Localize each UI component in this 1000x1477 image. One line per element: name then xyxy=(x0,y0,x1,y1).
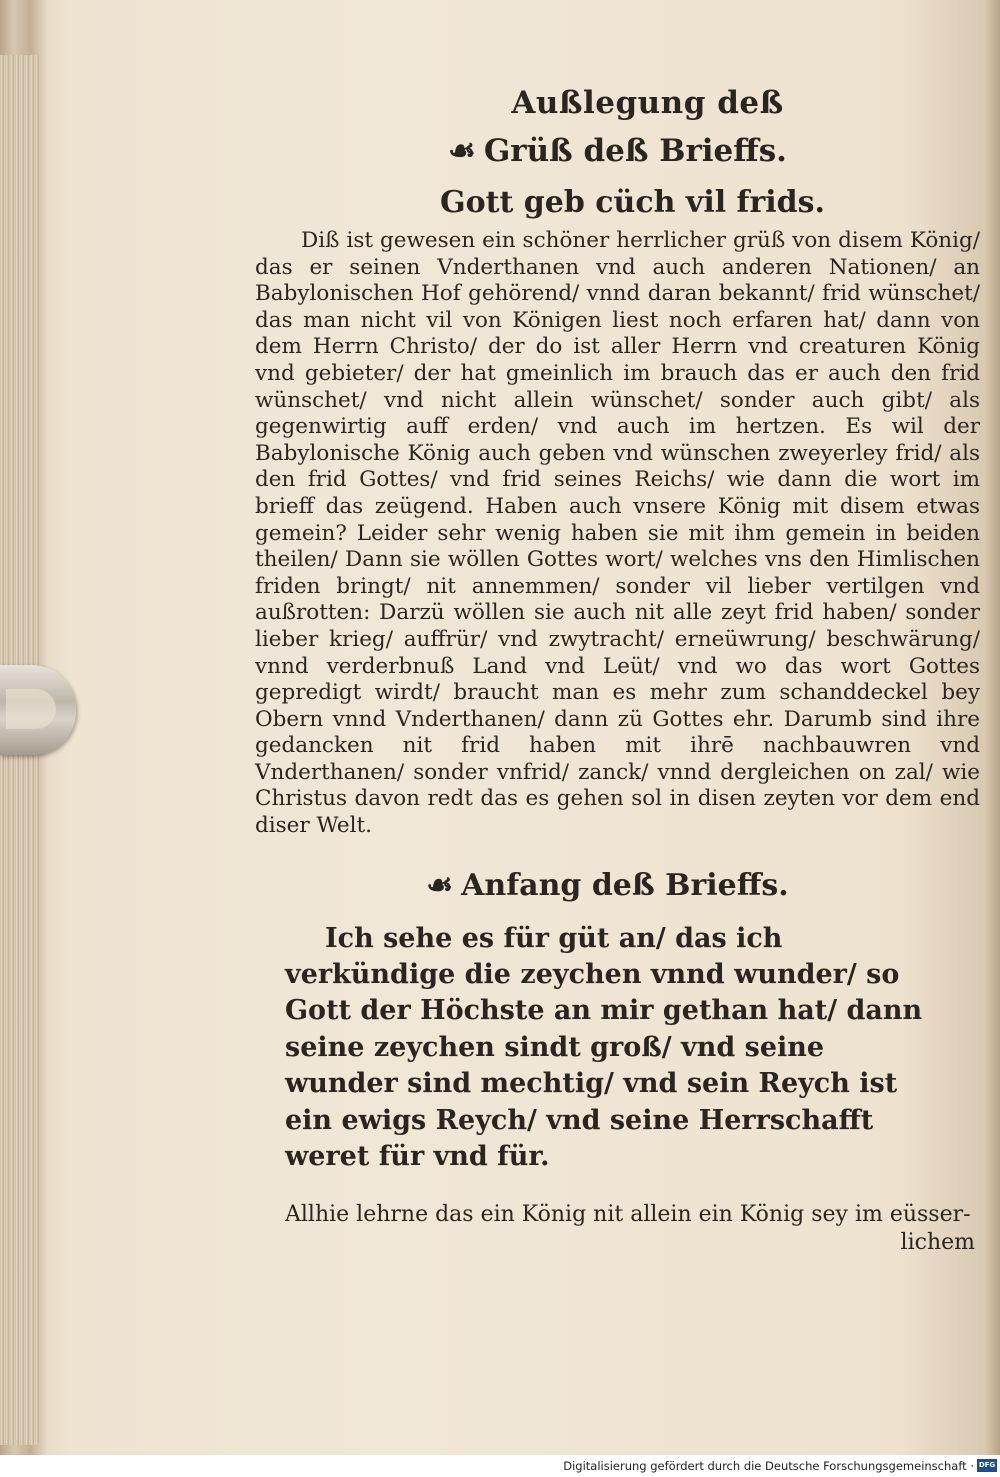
section-heading xyxy=(235,868,980,903)
section-heading-text: Anfang deß Brieffs. xyxy=(461,867,789,903)
paragraph-mark-icon: ☙ xyxy=(448,133,476,169)
footer-bar xyxy=(0,1455,1000,1477)
page-clip xyxy=(0,665,76,755)
dfg-logo: DFG xyxy=(977,1459,997,1472)
section-mark-icon: ☙ xyxy=(426,867,454,903)
body-paragraph: Diß ist gewesen ein schöner herrlicher grüß von disem König/ das er seinen Vnderthanen vnd auch anderen Nationen/ an Babylonischen Hof gehörend/ vnnd daran bekannt/ frid wünschet/ das man nicht vil von Königen liest noch erfaren hat/ dann von dem Herrn Christo/ der do ist aller Herrn vnd creaturen König vnd gebieter/ der hat gmeinlich im brauch das er auch den frid wünschet/ vnd nicht allein wünschet/ sonder auch gibt/ als gegenwirtig auff erden/ vnd auch im hertzen. Es wil der Babylonische König auch geben vnd wünschen zweyerley frid/ als den frid Gottes/ vnd frid seines Reichs/ wie dann die wort im brieff das zeügend. Haben auch vnsere König mit disem etwas gemein? Leider sehr wenig haben sie mit ihm gemein in beiden theilen/ Dann sie wöllen Gottes wort/ welches vns den Himlischen friden bringt/ nit annemmen/ sonder vil lieber vertilgen vnd außrotten: Darzü wöllen sie auch nit alle zeyt frid haben/ sonder lieber krieg/ auffrür/ vnd zwytracht/ erneüwrung/ beschwärung/ vnnd verderbnuß Land vnd Leüt/ vnd wo das wort Gottes gepredigt wirdt/ braucht man es mehr zum schanddeckel bey Obern vnnd Vnderthanen/ dann zü Gottes ehr. Darumb sind ihre gedancken nit frid haben mit ihrē nachbauwren vnd Vnderthanen/ sonder vnfrid/ zanck/ vnnd dergleichen on zal/ wie Christus davon redt das es gehen sol in disen zeyten vor dem end diser Welt. xyxy=(255,228,980,839)
heading-line-3: Gott geb cüch vil frids. xyxy=(440,185,825,220)
document-page xyxy=(255,85,980,1255)
scripture-passage: Ich sehe es für güt an/ das ich verkündige die zeychen vnnd wunder/ so Gott der Höchste an mir gethan hat/ dann seine zeychen sindt groß/ vnd seine wunder sind mechtig/ vnd sein Reych ist ein ewigs Reych/ vnd seine Herrschafft weret für vnd für. xyxy=(285,922,923,1173)
heading-line-1: Außlegung deß xyxy=(511,85,784,121)
funding-notice: Digitalisierung gefördert durch die Deutsche Forschungsgemeinschaft · xyxy=(563,1459,974,1473)
heading-line-2 xyxy=(255,133,980,169)
heading-line-2-text: Grüß deß Brieffs. xyxy=(483,133,787,169)
catchword: lichem xyxy=(900,1229,975,1255)
commentary-line: Allhie lehrne das ein König nit allein ein König sey im eüsser- xyxy=(285,1201,971,1227)
